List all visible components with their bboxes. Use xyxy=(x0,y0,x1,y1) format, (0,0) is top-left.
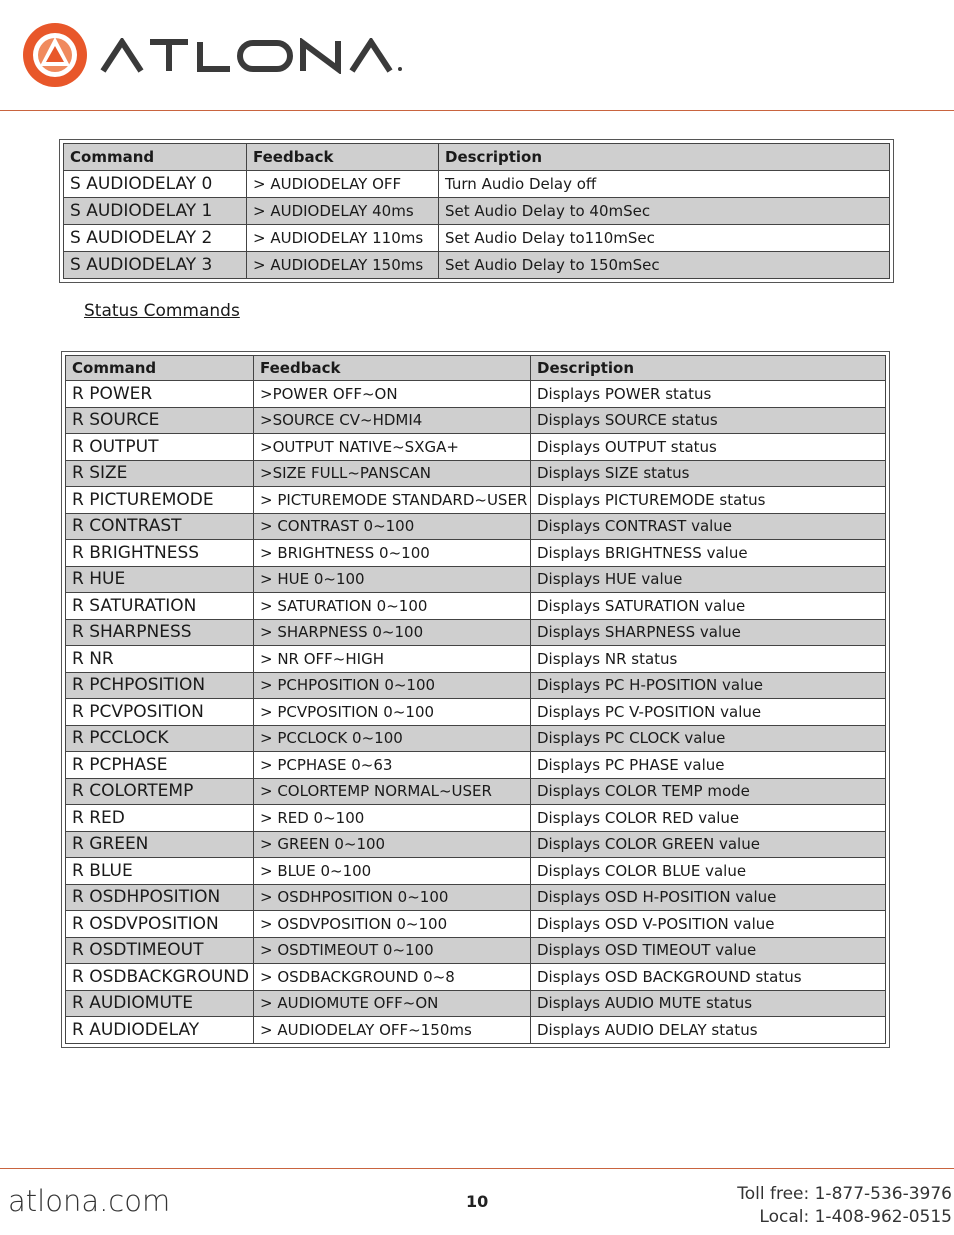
table-row xyxy=(66,911,886,938)
feedback-cell: > AUDIODELAY 110ms xyxy=(247,225,439,252)
feedback-cell: > RED 0~100 xyxy=(254,805,531,832)
description-cell: Displays COLOR TEMP mode xyxy=(531,778,886,805)
command-cell: R BLUE xyxy=(66,858,254,885)
command-cell: R SIZE xyxy=(66,460,254,487)
feedback-cell: > AUDIODELAY OFF~150ms xyxy=(254,1017,531,1044)
table-row xyxy=(66,381,886,408)
table-row xyxy=(66,1017,886,1044)
table-header-row xyxy=(64,144,890,171)
column-header-description: Description xyxy=(531,356,886,381)
feedback-cell: > OSDHPOSITION 0~100 xyxy=(254,884,531,911)
feedback-cell: > AUDIODELAY 40ms xyxy=(247,198,439,225)
description-cell: Displays CONTRAST value xyxy=(531,513,886,540)
description-cell: Displays OSD V-POSITION value xyxy=(531,911,886,938)
description-cell: Turn Audio Delay off xyxy=(439,171,890,198)
column-header-command: Command xyxy=(66,356,254,381)
feedback-cell: > OSDVPOSITION 0~100 xyxy=(254,911,531,938)
table-row xyxy=(66,487,886,514)
feedback-cell: > AUDIODELAY 150ms xyxy=(247,252,439,279)
command-cell: R NR xyxy=(66,646,254,673)
description-cell: Set Audio Delay to 150mSec xyxy=(439,252,890,279)
description-cell: Set Audio Delay to110mSec xyxy=(439,225,890,252)
feedback-cell: > BLUE 0~100 xyxy=(254,858,531,885)
command-cell: R PCCLOCK xyxy=(66,725,254,752)
description-cell: Displays POWER status xyxy=(531,381,886,408)
table-row xyxy=(66,937,886,964)
command-cell: R SHARPNESS xyxy=(66,619,254,646)
command-cell: R CONTRAST xyxy=(66,513,254,540)
command-cell: R SOURCE xyxy=(66,407,254,434)
feedback-cell: >POWER OFF~ON xyxy=(254,381,531,408)
command-cell: R OSDHPOSITION xyxy=(66,884,254,911)
description-cell: Displays PC PHASE value xyxy=(531,752,886,779)
table-row xyxy=(64,225,890,252)
table-row xyxy=(66,566,886,593)
audio-delay-command-table xyxy=(59,139,894,283)
table-row xyxy=(66,884,886,911)
table-row xyxy=(66,858,886,885)
table-row xyxy=(64,198,890,225)
status-command-table xyxy=(61,351,890,1048)
header-rule xyxy=(0,110,954,111)
table-row xyxy=(66,699,886,726)
description-cell: Displays AUDIO DELAY status xyxy=(531,1017,886,1044)
table-row xyxy=(66,513,886,540)
status-table-body xyxy=(66,381,886,1044)
description-cell: Displays OSD BACKGROUND status xyxy=(531,964,886,991)
command-cell: R AUDIODELAY xyxy=(66,1017,254,1044)
column-header-description: Description xyxy=(439,144,890,171)
command-cell: R PCVPOSITION xyxy=(66,699,254,726)
table-row xyxy=(66,619,886,646)
description-cell: Displays COLOR BLUE value xyxy=(531,858,886,885)
description-cell: Displays COLOR GREEN value xyxy=(531,831,886,858)
command-cell: R AUDIOMUTE xyxy=(66,990,254,1017)
feedback-cell: > AUDIOMUTE OFF~ON xyxy=(254,990,531,1017)
command-cell: S AUDIODELAY 0 xyxy=(64,171,247,198)
local-number: Local: 1-408-962-0515 xyxy=(759,1207,952,1227)
feedback-cell: > BRIGHTNESS 0~100 xyxy=(254,540,531,567)
atlona-wordmark xyxy=(100,38,430,74)
command-cell: R RED xyxy=(66,805,254,832)
command-cell: R PCHPOSITION xyxy=(66,672,254,699)
footer-contact xyxy=(737,1183,952,1229)
feedback-cell: > OSDBACKGROUND 0~8 xyxy=(254,964,531,991)
page-header xyxy=(0,0,954,110)
command-cell: S AUDIODELAY 1 xyxy=(64,198,247,225)
table-row xyxy=(66,831,886,858)
command-cell: R OUTPUT xyxy=(66,434,254,461)
command-cell: R OSDBACKGROUND xyxy=(66,964,254,991)
description-cell: Displays OSD H-POSITION value xyxy=(531,884,886,911)
description-cell: Displays SOURCE status xyxy=(531,407,886,434)
description-cell: Displays PC V-POSITION value xyxy=(531,699,886,726)
description-cell: Displays OUTPUT status xyxy=(531,434,886,461)
command-cell: S AUDIODELAY 2 xyxy=(64,225,247,252)
table-row xyxy=(66,964,886,991)
command-cell: R COLORTEMP xyxy=(66,778,254,805)
command-cell: R GREEN xyxy=(66,831,254,858)
command-cell: R BRIGHTNESS xyxy=(66,540,254,567)
description-cell: Displays SATURATION value xyxy=(531,593,886,620)
command-cell: R OSDVPOSITION xyxy=(66,911,254,938)
command-cell: R PCPHASE xyxy=(66,752,254,779)
command-cell: R POWER xyxy=(66,381,254,408)
description-cell: Displays PICTUREMODE status xyxy=(531,487,886,514)
description-cell: Set Audio Delay to 40mSec xyxy=(439,198,890,225)
table-row xyxy=(66,407,886,434)
description-cell: Displays PC H-POSITION value xyxy=(531,672,886,699)
section-title-status-commands: Status Commands xyxy=(84,301,240,321)
feedback-cell: > CONTRAST 0~100 xyxy=(254,513,531,540)
page-number: 10 xyxy=(466,1192,489,1211)
feedback-cell: > GREEN 0~100 xyxy=(254,831,531,858)
feedback-cell: > NR OFF~HIGH xyxy=(254,646,531,673)
description-cell: Displays PC CLOCK value xyxy=(531,725,886,752)
column-header-command: Command xyxy=(64,144,247,171)
table-row xyxy=(64,252,890,279)
table-row xyxy=(66,540,886,567)
feedback-cell: > PCPHASE 0~63 xyxy=(254,752,531,779)
feedback-cell: > SATURATION 0~100 xyxy=(254,593,531,620)
command-cell: S AUDIODELAY 3 xyxy=(64,252,247,279)
description-cell: Displays AUDIO MUTE status xyxy=(531,990,886,1017)
column-header-feedback: Feedback xyxy=(247,144,439,171)
footer-rule xyxy=(0,1168,954,1169)
column-header-feedback: Feedback xyxy=(254,356,531,381)
table-row xyxy=(66,434,886,461)
footer-site-name: atlona.com xyxy=(8,1184,171,1218)
table-row xyxy=(64,171,890,198)
command-cell: R OSDTIMEOUT xyxy=(66,937,254,964)
description-cell: Displays NR status xyxy=(531,646,886,673)
description-cell: Displays OSD TIMEOUT value xyxy=(531,937,886,964)
command-cell: R HUE xyxy=(66,566,254,593)
feedback-cell: > PCHPOSITION 0~100 xyxy=(254,672,531,699)
description-cell: Displays BRIGHTNESS value xyxy=(531,540,886,567)
table-header-row xyxy=(66,356,886,381)
feedback-cell: >OUTPUT NATIVE~SXGA+ xyxy=(254,434,531,461)
command-cell: R SATURATION xyxy=(66,593,254,620)
feedback-cell: > PICTUREMODE STANDARD~USER xyxy=(254,487,531,514)
table-row xyxy=(66,593,886,620)
table-row xyxy=(66,646,886,673)
table-row xyxy=(66,752,886,779)
feedback-cell: > COLORTEMP NORMAL~USER xyxy=(254,778,531,805)
description-cell: Displays COLOR RED value xyxy=(531,805,886,832)
table-row xyxy=(66,460,886,487)
description-cell: Displays SHARPNESS value xyxy=(531,619,886,646)
atlona-logo-icon xyxy=(22,22,88,88)
toll-free-number: Toll free: 1-877-536-3976 xyxy=(737,1184,952,1204)
feedback-cell: > HUE 0~100 xyxy=(254,566,531,593)
feedback-cell: > PCVPOSITION 0~100 xyxy=(254,699,531,726)
feedback-cell: > OSDTIMEOUT 0~100 xyxy=(254,937,531,964)
feedback-cell: > AUDIODELAY OFF xyxy=(247,171,439,198)
table-row xyxy=(66,805,886,832)
table-row xyxy=(66,672,886,699)
feedback-cell: > SHARPNESS 0~100 xyxy=(254,619,531,646)
description-cell: Displays SIZE status xyxy=(531,460,886,487)
table-row xyxy=(66,725,886,752)
feedback-cell: > PCCLOCK 0~100 xyxy=(254,725,531,752)
table-row xyxy=(66,778,886,805)
table-row xyxy=(66,990,886,1017)
feedback-cell: >SIZE FULL~PANSCAN xyxy=(254,460,531,487)
command-cell: R PICTUREMODE xyxy=(66,487,254,514)
description-cell: Displays HUE value xyxy=(531,566,886,593)
feedback-cell: >SOURCE CV~HDMI4 xyxy=(254,407,531,434)
